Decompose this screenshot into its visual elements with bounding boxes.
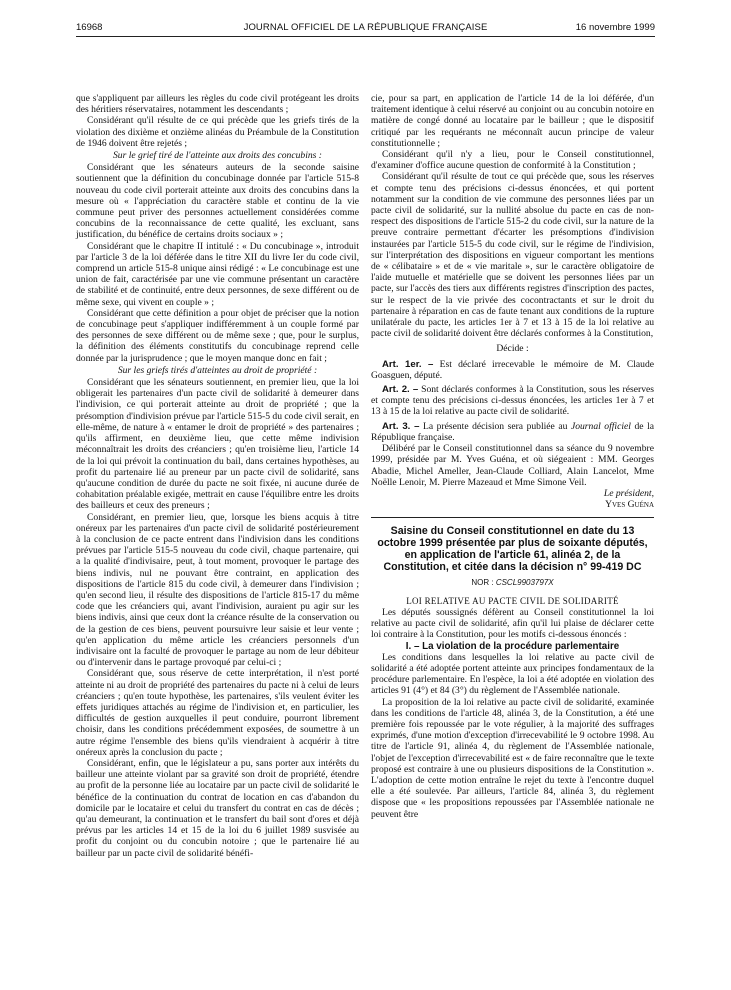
signature-name: Yves Guéna: [605, 499, 654, 511]
page-header: [76, 20, 655, 36]
paragraph: Considérant que le chapitre II intitulé : « Du concubinage », introduit par l'article 3 de la loi déférée dans le titre XII du livre Ier du code civil, comprend un article 515-8 unique ainsi rédigé : « Le concubinage est une union de fait, caractérisée par une vie commune présentant un caractère de stabilité et de continuité, entre deux personnes, de sexe différent ou de même sexe, qui vivent en couple » ;: [76, 240, 359, 308]
nor-reference: [371, 577, 654, 588]
paragraph: Considérant qu'il résulte de tout ce qui précède que, sous les réserves et compte tenu des précisions ci-dessus énoncées, et qui portent notamment sur la condition de vie commune des personnes liées par un pacte civil de solidarité, sur la nullité absolue du pacte en cas de non-respect des dispositions de l'article 515-2 du code civil, sur la nature de la preuve contraire permettant d'écarter les présomptions d'indivision instaurées par l'article 515-5 du code civil, sur le régime de l'indivision, sur l'interprétation des dispositions en vigueur comportant les mentions de « célibataire » et de « vie maritale », sur le caractère obligatoire de l'aide mutuelle et matérielle que se doivent les personnes liées par un pacte, sur l'accès des tiers aux différents registres d'inscription des pactes, sur le respect de la vie privée des cocontractants et sur le droit du partenaire à réparation en cas de faute tenant aux conditions de la rupture unilatérale du pacte, les articles 1er à 7 et 13 à 15 de la loi relative au pacte civil de solidarité doivent être déclarés conformes à la Constitution,: [371, 171, 654, 340]
decide-heading: Décide :: [496, 343, 529, 355]
subheading-concubins: Sur le grief tiré de l'atteinte aux droits des concubins :: [113, 150, 322, 162]
paragraph: Les députés soussignés défèrent au Conseil constitutionnel la loi relative au pacte civil de solidarité, afin qu'il lui plaise de déclarer cette loi contraire à la Constitution, pour les motifs ci-dessous énoncés :: [371, 606, 654, 641]
header-rule: [76, 36, 655, 37]
signature-title: [371, 488, 654, 499]
paragraph: Les conditions dans lesquelles la loi relative au pacte civil de solidarité a été adoptée portent atteinte aux principes fondamentaux de la procédure parlementaire. En l'espèce, la loi a été adoptée en violation des articles 91 (4°) et 84 (3°) du règlement de l'Assemblée nationale.: [371, 651, 654, 697]
paragraph: Considérant qu'il résulte de ce qui précède que les griefs tirés de la violation des dixième et onzième alinéas du Préambule de la Constitution de 1946 doivent être rejetés ;: [76, 115, 359, 149]
signature-title-text: Le président,: [603, 487, 654, 499]
article-3-label: Art. 3. –: [382, 420, 420, 432]
paragraph: Considérant, enfin, que le législateur a pu, sans porter aux intérêts du bailleur une atteinte violant par sa gravité son droit de propriété, étendre au profit de la personne liée au locataire par un pacte civil de solidarité le bénéfice de la continuation du contrat de location en cas d'abandon du domicile par le locataire et celui du transfert du contrat en cas de décès ; qu'au demeurant, la continuation et le transfert du bail sont d'ores et déjà prévus par les articles 14 et 15 de la loi du 6 juillet 1989 susvisée au profit du conjoint ou du concubin notoire ; que le partenaire lié au bailleur par un pacte civil de solidarité bénéfi-: [76, 757, 359, 859]
paragraph: Considérant qu'il n'y a lieu, pour le Conseil constitutionnel, d'examiner d'office aucune question de conformité à la Constitution ;: [371, 149, 654, 172]
article-2: [371, 384, 654, 418]
paragraph: Considérant que les sénateurs auteurs de la seconde saisine soutiennent que la définition du concubinage donnée par l'article 515-8 nouveau du code civil porterait atteinte aux droits des concubins dans la mesure où « l'appréciation du caractère stable et continu de la vie commune peut priver des personnes actuellement considérées comme concubins de la reconnaissance de cette qualité, les excluant, sans justification, du bénéfice de certains droits sociaux » ;: [76, 162, 359, 241]
paragraph: Considérant, en premier lieu, que, lorsque les biens acquis à titre onéreux par les partenaires d'un pacte civil de solidarité postérieurement à la conclusion de ce pacte entrent dans l'indivision dans les conditions prévues par l'article 515-5 nouveau du code civil, chaque partenaire, qui a la qualité d'indivisaire, peut, à tout moment, provoquer le partage des biens indivis, nul ne pouvant être contraint, en application des dispositions de l'article 815 du code civil, à demeurer dans l'indivision ; qu'en second lieu, il résulte des dispositions de l'article 815-17 du même code que les créanciers qui, avant l'indivision, auraient pu agir sur les biens indivis, ainsi que ceux dont la créance résulte de la conservation ou de la gestion de ces biens, peuvent poursuivre leur saisie et leur vente ; qu'en application du même article les créanciers personnels d'un indivisaire ont la faculté de provoquer le partage au nom de leur débiteur ou d'intervenir dans le partage provoqué par celui-ci ;: [76, 511, 359, 669]
journal-officiel-ref: Journal officiel: [570, 420, 631, 432]
paragraph: que s'appliquent par ailleurs les règles du code civil protégeant les droits des héritiers réservataires, notamment les descendants ;: [76, 93, 359, 116]
article-3: [371, 421, 654, 443]
right-column: [371, 93, 654, 820]
journal-title: JOURNAL OFFICIEL DE LA RÉPUBLIQUE FRANÇAISE: [243, 22, 488, 33]
paragraph: Considérant que les sénateurs soutiennent, en premier lieu, que la loi obligerait les partenaires d'un pacte civil de solidarité à demeurer dans l'indivision, ce qui porterait atteinte au droit de propriété ; que la présomption d'indivision prévue par l'article 515-5 du code civil serait, en elle-même, de nature à « entamer le droit de propriété » des partenaires ; qu'ils affirment, en deuxième lieu, que cette même indivision méconnaîtrait les droits des créanciers ; qu'en troisième lieu, l'article 14 de la loi qui prévoit la continuation du bail, dans certaines hypothèses, au profit du partenaire lié au preneur par un pacte civil de solidarité, sans qu'aucune condition de durée du pacte ne soit fixée, ni aucune durée de cohabitation préalable exigée, mettrait en cause l'équilibre entre les droits des bailleurs et ceux des preneurs ;: [76, 377, 359, 512]
paragraph: Considérant que, sous réserve de cette interprétation, il n'est porté atteinte ni au droit de propriété des partenaires du pacte ni à celui de leurs créanciers ; qu'en toute hypothèse, les partenaires, s'ils veulent éviter les effets juridiques attachés au régime de l'indivision et, en particulier, les difficultés de gestion auxquelles il peut conduire, pourront librement choisir, dans les conditions précédemment exposées, de soumettre à un autre régime l'ensemble des biens qu'ils viendraient à acquérir à titre onéreux après la conclusion du pacte ;: [76, 668, 359, 758]
subheading-propriete: Sur les griefs tirés d'atteintes au droit de propriété :: [117, 364, 318, 376]
article-3-text-b: de la République française.: [371, 420, 654, 443]
paragraph: La proposition de la loi relative au pacte civil de solidarité, examinée dans les conditions de l'article 48, alinéa 3, de la Constitution, a été une première fois repoussée par le vote régulier, à la majorité des suffrages exprimés, d'une motion d'exception d'irrecevabilité le 9 octobre 1998. Au titre de l'article 91, alinéa 4, du règlement de l'Assemblée nationale, l'objet de l'exception d'irrecevabilité est « de faire reconnaître que le texte proposé est contraire à une ou plusieurs dispositions de la Constitution ». L'adoption de cette motion entraîne le rejet du texte à l'encontre duquel elle a été soulevée. Par ailleurs, l'article 84, alinéa 3, du règlement dispose que « les propositions repoussées par l'Assemblée nationale ne peuvent être: [371, 696, 654, 820]
paragraph: Considérant que cette définition a pour objet de préciser que la notion de concubinage peut s'appliquer indifféremment à un couple formé par des personnes de sexe différent ou de même sexe ; que, pour le surplus, la définition des éléments constitutifs du concubinage reprend celle donnée par la jurisprudence ; que le moyen manque donc en fait ;: [76, 307, 359, 364]
article-2-label: Art. 2. –: [382, 384, 419, 396]
article-1-label: Art. 1er. –: [382, 358, 434, 370]
paragraph: cie, pour sa part, en application de l'article 14 de la loi déférée, d'un traitement identique à celui réservé au conjoint ou au concubin notoire en matière de congé donné au locataire par le bailleur ; que le dispositif critiqué par les requérants ne méconnaît aucun principe de valeur constitutionnelle ;: [371, 93, 654, 149]
section-divider: [371, 517, 654, 518]
nor-code: CSCL9903797X: [495, 577, 554, 587]
saisine-title: Saisine du Conseil constitutionnel en date du 13 octobre 1999 présentée par plus de soixante députés, en application de l'article 61, alinéa 2, de la Constitution, et citée dans la décision n° 99-419 DC: [377, 525, 648, 573]
left-column: [76, 93, 359, 859]
article-2-text: Sont déclarés conformes à la Constitution, sous les réserves et compte tenu des précisions ci-dessus énoncées, les articles 1er à 7 et 13 à 15 de la loi relative au pacte civil de solidarité.: [371, 384, 654, 418]
article-3-text-a: La présente décision sera publiée au: [422, 420, 568, 432]
loi-relative-heading: LOI RELATIVE AU PACTE CIVIL DE SOLIDARITÉ: [406, 595, 619, 606]
article-1: [371, 359, 654, 381]
page-number: 16968: [76, 22, 103, 33]
section-heading-procedure: I. – La violation de la procédure parlementaire: [405, 640, 620, 652]
nor-label: NOR :: [471, 577, 494, 587]
paragraph: Délibéré par le Conseil constitutionnel dans sa séance du 9 novembre 1999, présidée par M. Yves Guéna, et où siégeaient : MM. Georges Abadie, Michel Ameller, Jean-Claude Colliard, Alain Lancelot, Mme Noëlle Lenoir, M. Pierre Mazeaud et Mme Simone Veil.: [371, 443, 654, 488]
article-1-text: Est déclaré irrecevable le mémoire de M. Claude Goasguen, député.: [371, 358, 654, 381]
publication-date: 16 novembre 1999: [575, 22, 655, 33]
